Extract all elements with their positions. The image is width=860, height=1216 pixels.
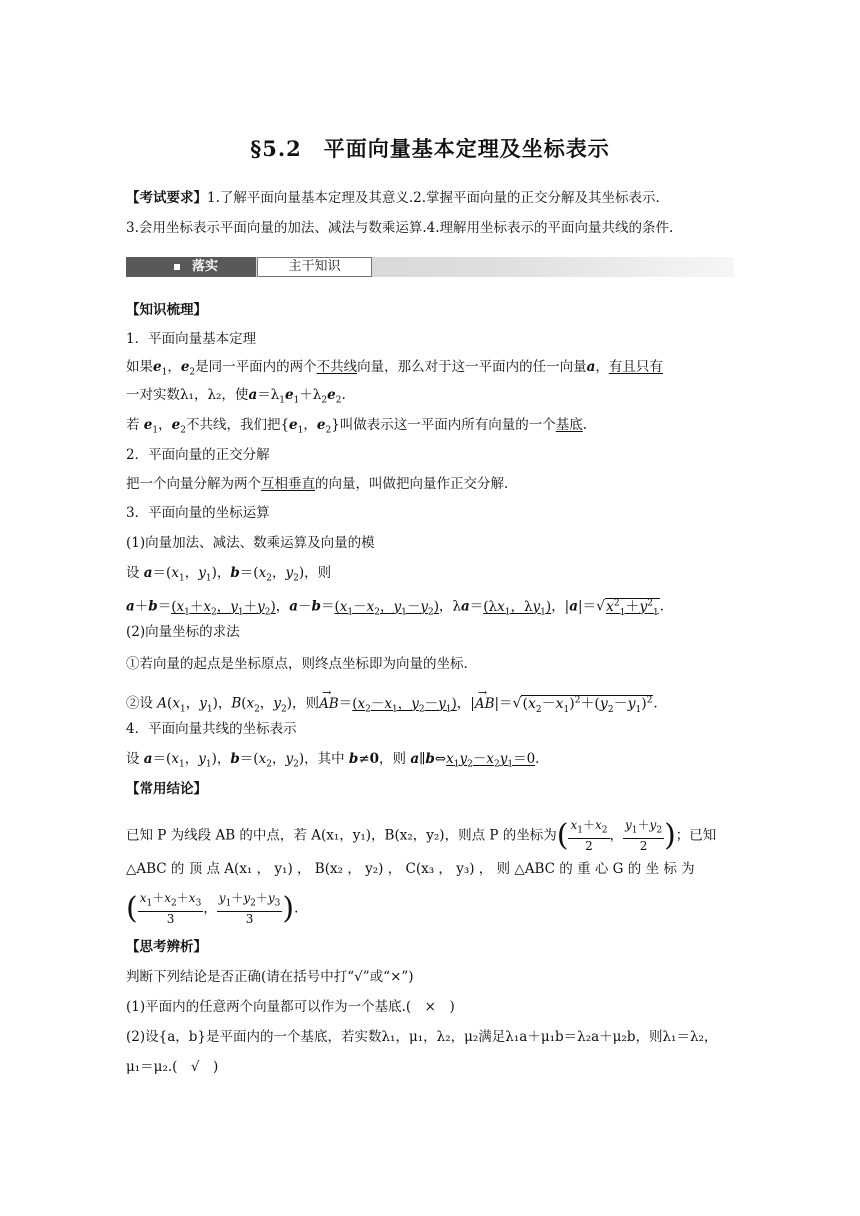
- s1-underline-unique: 有且只有: [608, 359, 663, 375]
- section-2-title: 2．平面向量的正交分解: [126, 447, 270, 463]
- section-3-case-1: ①若向量的起点是坐标原点，则终点坐标即为向量的坐标.: [126, 656, 468, 672]
- banner-dark-tab: [126, 257, 256, 277]
- think-question-2-line-1: (2)设{a，b}是平面内的一个基底，若实数λ₁，μ₁，λ₂，μ₂满足λ₁a＋μ₁b＝λ₂a＋μ₂b，则λ₁＝λ₂，: [126, 1029, 718, 1045]
- section-3-operations: $a+b=(x_1+x_2$，$y_1+y_2$)，$a-b=(x_1-x_2$，$y_1-y_2$)，$\lambda a=(\lambda x_1$，$\lambda y_1$)，$|a|=√x^2_1+y^2_1$.: [126, 598, 665, 618]
- section-1-title: 1．平面向量基本定理: [126, 331, 257, 347]
- section-3-sub-1: (1)向量加法、减法、数乘运算及向量的模: [126, 535, 375, 551]
- banner-dark-label: 落实: [192, 259, 219, 274]
- common-heading: [126, 779, 738, 799]
- section-3-given: 设 $a=(x_1$，$y_1$)，$b=(x_2$，$y_2$)，则: [126, 565, 332, 584]
- exam-requirements-line-1: [126, 188, 738, 208]
- s1-l2-text: 一对实数λ₁，λ₂，使: [126, 387, 249, 403]
- common-l1-text: 已知 P 为线段 AB 的中点，若 A(x₁，y₁)，B(x₂，y₂)，则点 P 的坐标为: [126, 827, 557, 844]
- s1-l1-text-c: 向量，那么对于这一平面内的任一向量: [357, 359, 587, 375]
- s1-l1-text-b: 是同一平面内的两个: [195, 359, 317, 375]
- s1-l1-text-a: 如果: [126, 359, 153, 375]
- section-3-sub-2: (2)向量坐标的求法: [126, 624, 240, 640]
- section-3-case-2: ②设 $A(x_1$，$y_1$)，$B(x_2$，$y_2$)，则→ $AB=(x_2-x_1$，$y_2-y_1$)，|→ $AB|=√(x_2-x_1)^2+(y_2-y_1)^2$.: [126, 690, 738, 719]
- s1-l3-text-c: }叫做表示这一平面内所有向量的一个: [331, 417, 556, 433]
- think-intro: 判断下列结论是否正确(请在括号中打“√”或“×”): [126, 969, 414, 985]
- section-3-title: 3．平面向量的坐标运算: [126, 505, 270, 521]
- s2-l1-text-b: 的向量，叫做把向量作正交分解.: [315, 476, 509, 492]
- banner-light-tab: 主干知识: [257, 257, 372, 277]
- knowledge-heading-text: 【知识梳理】: [126, 302, 207, 318]
- knowledge-heading: [126, 300, 738, 320]
- think-heading: [126, 937, 738, 957]
- common-l1-text-b: ；已知: [675, 827, 717, 844]
- section-2-line-1: [126, 474, 738, 494]
- page-title: §5.2 平面向量基本定理及坐标表示: [250, 136, 610, 161]
- exam-requirements-line-2: 3.会用坐标表示平面向量的加法、减法与数乘运算.4.理解用坐标表示的平面向量共线的条件.: [126, 220, 674, 236]
- s1-l3-text-b: 不共线，我们把{: [185, 417, 290, 433]
- section-1-line-3: 若 $e_1$，$e_2$不共线，我们把{$e_1$，$e_2$}叫做表示这一平面内所有向量的一个基底.: [126, 417, 588, 436]
- s1-underline-basis: 基底: [555, 417, 583, 433]
- section-1-line-1: 如果$e_1$，$e_2$是同一平面内的两个不共线向量，那么对于这一平面内的任一向量a，有且只有: [126, 359, 663, 378]
- common-line-1: 已知 P 为线段 AB 的中点，若 A(x₁，y₁)，B(x₂，y₂)，则点 P 的坐标为( $\frac{x_1+x_2}{2}$ ， $\frac{y_1+y_2}{2}$ )；已知: [126, 818, 717, 854]
- common-heading-text: 【常用结论】: [126, 781, 207, 797]
- common-line-2: △ABC 的 顶 点 A(x₁ ， y₁) ， B(x₂ ， y₂) ， C(x₃ ， y₃) ， 则 △ABC 的 重 心 G 的 坐 标 为: [126, 861, 695, 877]
- exam-requirements-label: 【考试要求】: [126, 190, 207, 206]
- common-line-3: ( $\frac{x_1+x_2+x_3}{3}$ ， $\frac{y_1+y_2+y_3}{3}$ ).: [126, 891, 299, 927]
- think-question-2-line-2: μ₁＝μ₂.( √ ): [126, 1059, 219, 1075]
- s1-l3-text-a: 若: [126, 417, 140, 433]
- section-banner: [126, 257, 734, 277]
- square-icon: [174, 264, 180, 270]
- s1-underline-noncollinear: 不共线: [316, 359, 358, 375]
- s2-underline-perpendicular: 互相垂直: [261, 476, 315, 492]
- section-4-title: 4．平面向量共线的坐标表示: [126, 721, 297, 737]
- section-1-line-2: 一对实数λ₁，λ₂，使$a=\lambda_1e_1+\lambda_2e_2$.: [126, 387, 346, 406]
- think-heading-text: 【思考辨析】: [126, 939, 207, 955]
- section-4-line-1: 设 $a=(x_1$，$y_1$)，$b=(x_2$，$y_2$)，其中 b≠0，则 $a\parallel b\Leftrightarrow x_1y_2-x_2y_1=0$.: [126, 751, 540, 770]
- think-question-1: (1)平面内的任意两个向量都可以作为一个基底.( × ): [126, 999, 455, 1015]
- s2-l1-text-a: 把一个向量分解为两个: [126, 476, 261, 492]
- exam-requirements-text-1: 1.了解平面向量基本定理及其意义.2.掌握平面向量的正交分解及其坐标表示.: [207, 190, 660, 206]
